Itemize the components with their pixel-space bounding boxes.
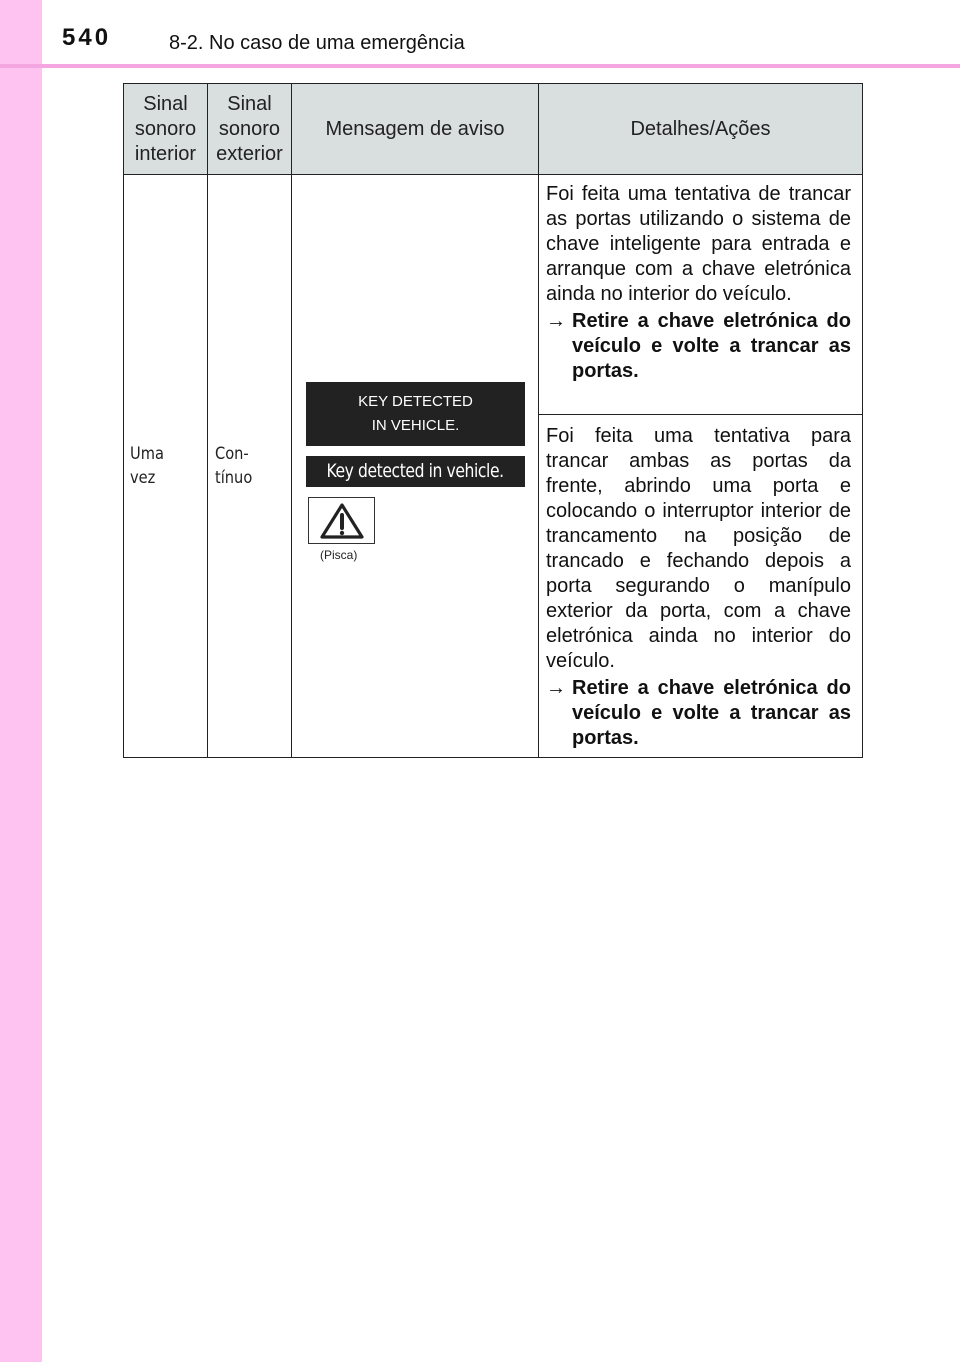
- message-display-alt: Key detected in vehicle.: [306, 456, 525, 487]
- header-details-actions: Detalhes/Ações: [630, 117, 771, 140]
- action-text: Retire a chave eletrónica do veículo e volte a trancar as portas.: [572, 310, 851, 382]
- page-number: 540: [62, 24, 112, 51]
- action-text: Retire a chave eletrónica do veículo e volte a trancar as portas.: [572, 677, 851, 749]
- message-display-text: KEY DETECTED IN VEHICLE.: [306, 382, 525, 446]
- detail-text: Foi feita uma tentativa para trancar ambas as portas da frente, abrindo uma porta e colocando o interruptor interior de trancamento na posição de trancado e fechando depois a porta segurando o manípulo exterior da porta, com a chave eletrónica ainda no interior do veículo.: [546, 425, 851, 672]
- exterior-buzzer-value: Con- tínuo: [215, 444, 253, 488]
- header-interior-buzzer: Sinal sonoro interior: [134, 92, 197, 165]
- row-divider: [539, 414, 862, 415]
- detail-cell-1: [546, 182, 851, 384]
- interior-buzzer-value: Uma vez: [130, 444, 164, 488]
- header-exterior-buzzer: Sinal sonoro exterior: [216, 92, 283, 165]
- arrow-icon: →: [546, 310, 566, 332]
- action-item: [546, 676, 851, 751]
- flash-note: (Pisca): [320, 548, 358, 562]
- warning-table: [123, 83, 863, 758]
- warning-triangle-icon: [308, 497, 375, 544]
- section-title: 8-2. No caso de uma emergência: [169, 32, 465, 54]
- side-tab-band: [0, 0, 42, 1362]
- detail-cell-2: [546, 424, 851, 751]
- header-warning-message: Mensagem de aviso: [325, 117, 505, 140]
- header-rule: [0, 64, 960, 68]
- arrow-icon: →: [546, 677, 566, 699]
- detail-text: Foi feita uma tentativa de trancar as portas utilizando o sistema de chave inteligente para entrada e arranque com a chave eletrónica ainda no interior do veículo.: [546, 183, 851, 305]
- action-item: [546, 309, 851, 384]
- header-band: [0, 0, 960, 64]
